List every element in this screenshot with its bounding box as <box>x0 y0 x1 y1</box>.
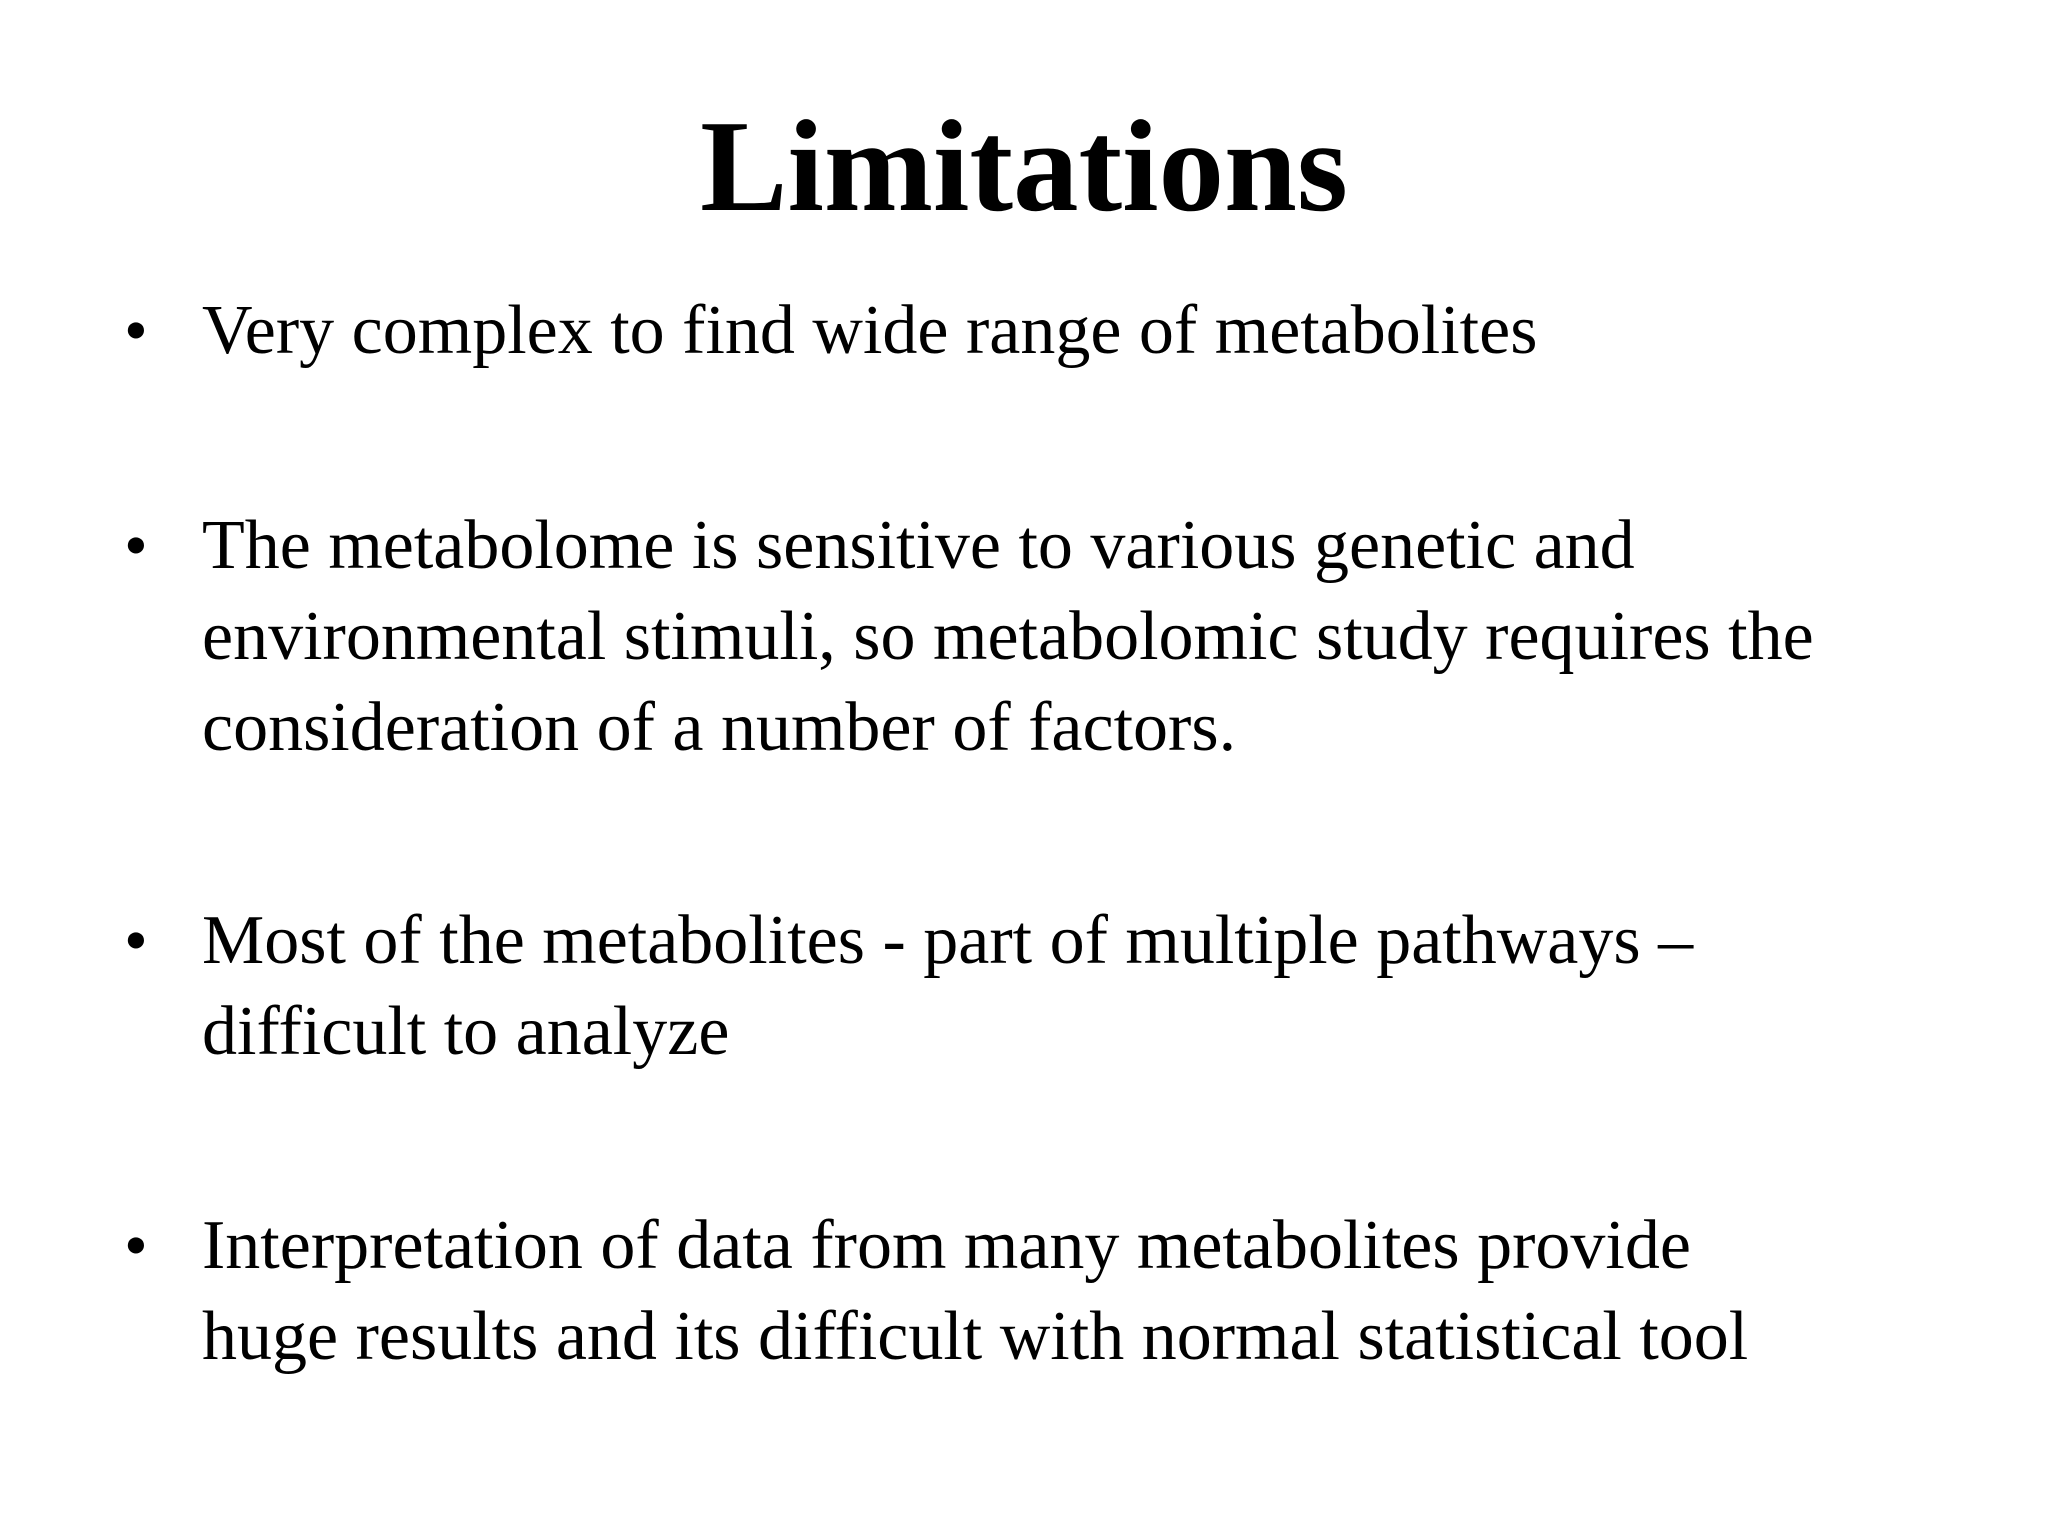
bullet-text: The metabolome is sensitive to various genetic and environmental stimuli, so metabolomic study requires the consideration of a number of factors. <box>202 507 1814 766</box>
bullet-marker: • <box>124 292 148 368</box>
bullet-marker: • <box>124 1207 148 1283</box>
bullet-text: Interpretation of data from many metabolites provide huge results and its difficult with normal statistical tool <box>202 1207 1749 1375</box>
bullet-marker: • <box>124 507 148 583</box>
slide-title: Limitations <box>700 94 1348 239</box>
bullet-marker: • <box>124 902 148 978</box>
bullet-text: Very complex to find wide range of metabolites <box>202 292 1538 369</box>
bullet-text: Most of the metabolites - part of multiple pathways – difficult to analyze <box>202 902 1694 1070</box>
